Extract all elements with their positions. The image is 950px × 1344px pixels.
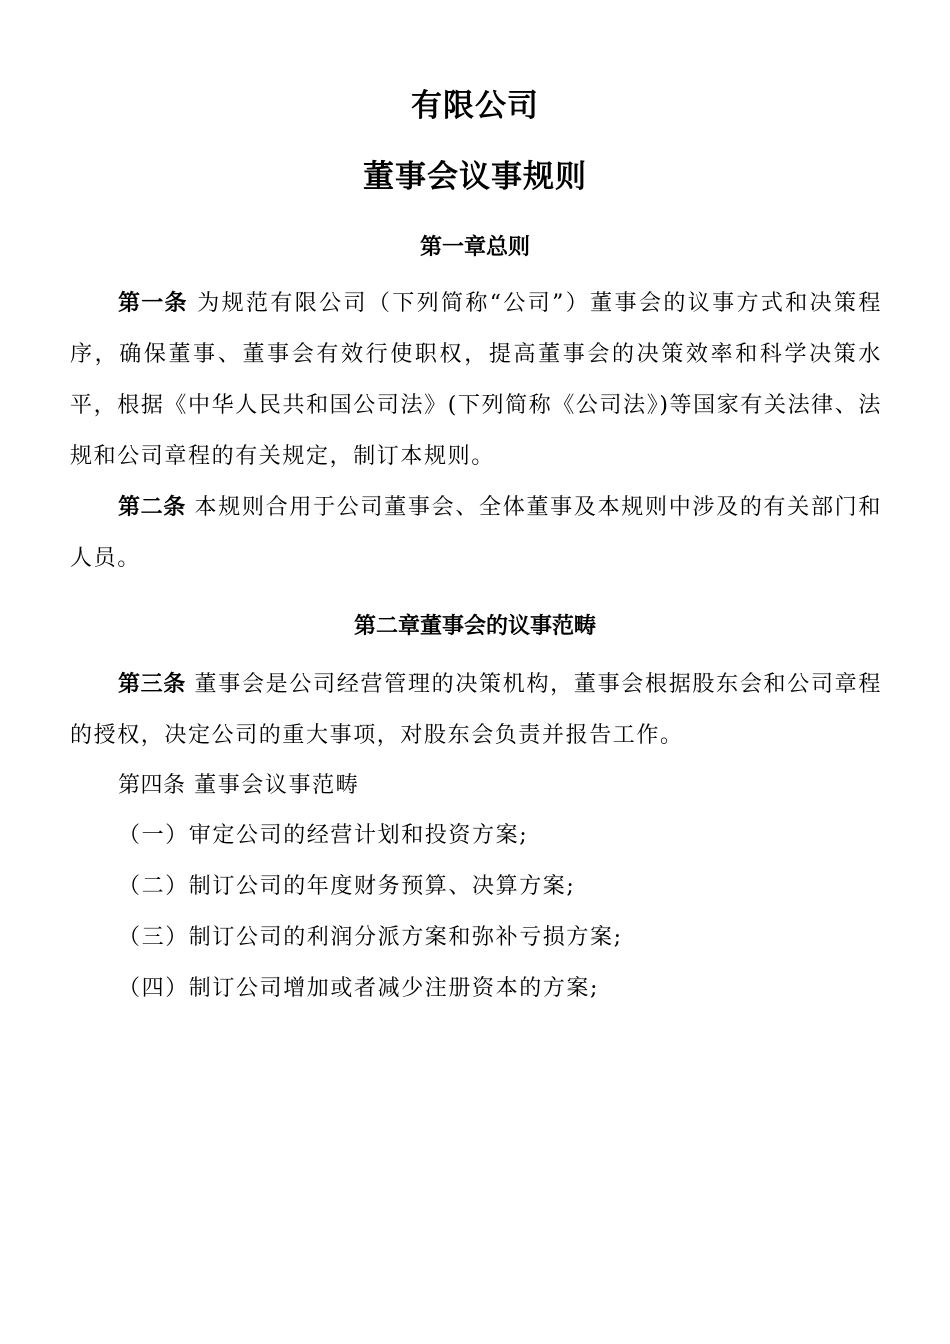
article-3-text: 董事会是公司经营管理的决策机构，董事会根据股东会和公司章程的授权，决定公司的重大事项，对股东会负责并报告工作。	[70, 672, 882, 748]
article-2-label: 第二条	[118, 495, 186, 520]
chapter-2-heading: 第二章董事会的议事范畴	[353, 614, 596, 639]
article-1-text: 为规范有限公司（下列简称“公司”）董事会的议事方式和决策程序，确保董事、董事会有效行使职权，提高董事会的决策效率和科学决策水平，根据《中华人民共和国公司法》(下列简称《公司法》)等国家有关法律、法规和公司章程的有关规定，制订本规则。	[70, 291, 882, 469]
document-title-line2: 董事会议事规则	[363, 159, 587, 195]
list-item: （二）制订公司的年度财务预算、决算方案;	[118, 874, 576, 899]
article-4-label: 第四条	[118, 773, 186, 798]
article-3	[70, 659, 882, 761]
list-item: （四）制订公司增加或者减少注册资本的方案;	[118, 976, 600, 1001]
article-1	[70, 278, 882, 482]
article-2-text: 本规则合用于公司董事会、全体董事及本规则中涉及的有关部门和人员。	[70, 495, 882, 571]
article-1-label: 第一条	[118, 291, 188, 316]
article-3-label: 第三条	[118, 672, 186, 697]
article-4-text: 董事会议事范畴	[194, 773, 360, 798]
list-item: （三）制订公司的利润分派方案和弥补亏损方案;	[118, 925, 623, 950]
article-4	[70, 760, 882, 811]
article-2	[70, 482, 882, 584]
chapter-1-heading: 第一章总则	[419, 235, 530, 260]
article-4-item-list	[118, 810, 888, 1014]
list-item: （一）审定公司的经营计划和投资方案;	[118, 823, 529, 848]
document-title-line1: 有限公司	[411, 88, 539, 124]
